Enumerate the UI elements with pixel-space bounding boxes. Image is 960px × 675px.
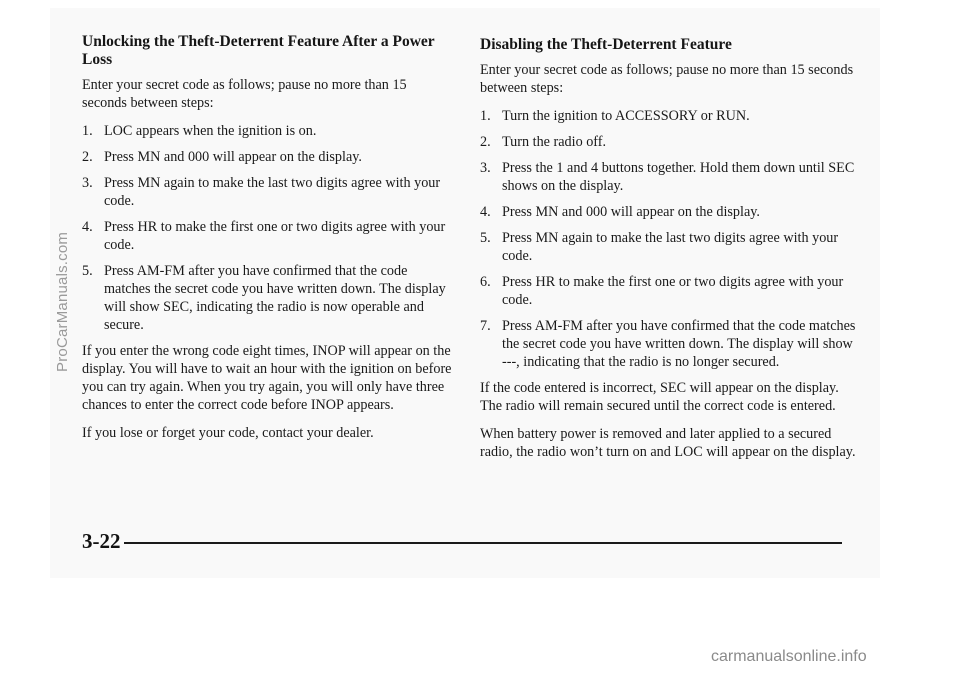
step-text: Press HR to make the first one or two digits agree with your code. (502, 274, 844, 308)
list-item (82, 174, 452, 210)
step-number: 3. (480, 160, 491, 176)
intro-paragraph: Enter your secret code as follows; pause no more than 15 seconds between steps: (82, 77, 407, 111)
disable-steps-list (480, 107, 860, 371)
list-item (480, 203, 860, 221)
bottom-watermark: carmanualsonline.info (711, 648, 867, 665)
side-watermark: ProCarManuals.com (54, 231, 71, 372)
list-item (480, 107, 860, 125)
step-number: 7. (480, 318, 491, 334)
step-number: 2. (480, 134, 491, 150)
lost-code-paragraph: If you lose or forget your code, contact your dealer. (82, 425, 374, 441)
step-text: Press MN again to make the last two digits agree with your code. (104, 175, 441, 209)
page-number: 3-22 (82, 529, 121, 553)
list-item (82, 122, 452, 140)
step-text: Press AM-FM after you have confirmed that the code matches the secret code you have written down. The display will show ---, indicating that the radio is no longer secured. (502, 318, 856, 370)
list-item (82, 262, 452, 334)
list-item (82, 218, 452, 254)
battery-paragraph: When battery power is removed and later applied to a secured radio, the radio won’t turn on and LOC will appear on the display. (480, 426, 856, 460)
step-text: LOC appears when the ignition is on. (104, 123, 317, 139)
step-number: 6. (480, 274, 491, 290)
section-heading-disabling: Disabling the Theft-Deterrent Feature (480, 36, 732, 53)
step-number: 1. (82, 123, 93, 139)
step-text: Turn the ignition to ACCESSORY or RUN. (502, 108, 750, 124)
section-heading-unlocking: Unlocking the Theft-Deterrent Feature After a Power Loss (82, 33, 435, 68)
intro-paragraph: Enter your secret code as follows; pause no more than 15 seconds between steps: (480, 62, 854, 96)
list-item (480, 229, 860, 265)
step-text: Press MN and 000 will appear on the display. (502, 204, 760, 220)
list-item (480, 159, 860, 195)
left-column (82, 33, 452, 452)
step-text: Press the 1 and 4 buttons together. Hold them down until SEC shows on the display. (502, 160, 855, 194)
step-text: Press MN and 000 will appear on the display. (104, 149, 362, 165)
incorrect-code-paragraph: If the code entered is incorrect, SEC will appear on the display. The radio will remain secured until the correct code is entered. (480, 380, 839, 414)
unlock-steps-list (82, 122, 452, 334)
footer-divider (124, 542, 842, 544)
step-number: 5. (82, 263, 93, 279)
step-number: 2. (82, 149, 93, 165)
step-number: 4. (82, 219, 93, 235)
list-item (480, 133, 860, 151)
step-text: Press HR to make the first one or two digits agree with your code. (104, 219, 446, 253)
list-item (82, 148, 452, 166)
step-text: Press MN again to make the last two digits agree with your code. (502, 230, 839, 264)
step-number: 5. (480, 230, 491, 246)
step-text: Turn the radio off. (502, 134, 607, 150)
step-number: 1. (480, 108, 491, 124)
step-number: 3. (82, 175, 93, 191)
step-number: 4. (480, 204, 491, 220)
wrong-code-paragraph: If you enter the wrong code eight times, INOP will appear on the display. You will have to wait an hour with the ignition on before you can try again. When you try again, you will only have three chances to enter the correct code before INOP appears. (82, 343, 452, 413)
list-item (480, 317, 860, 371)
right-column (480, 36, 860, 471)
list-item (480, 273, 860, 309)
step-text: Press AM-FM after you have confirmed that the code matches the secret code you have written down. The display will show SEC, indicating the radio is now operable and secure. (104, 263, 446, 333)
